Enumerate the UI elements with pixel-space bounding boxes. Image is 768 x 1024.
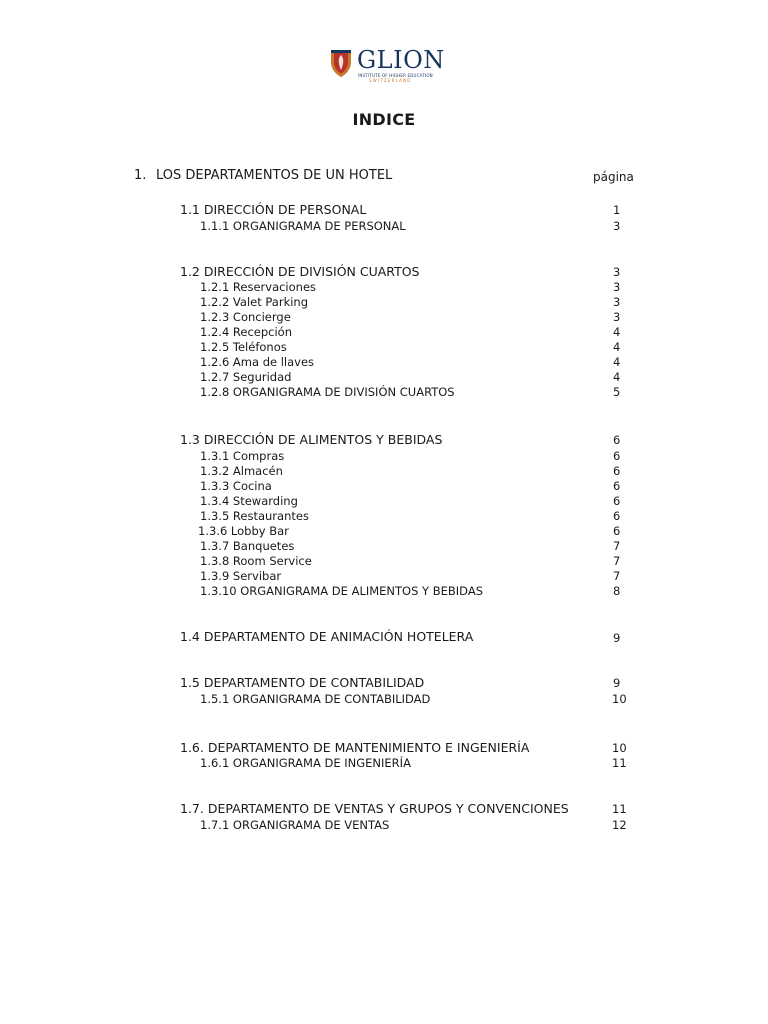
toc-page-number: 11 — [612, 802, 627, 816]
toc-page-number: 7 — [613, 539, 621, 553]
toc-page-number: 6 — [613, 433, 621, 447]
toc-entry: 1.3.5 Restaurantes — [200, 509, 309, 523]
toc-page-number: 5 — [613, 385, 621, 399]
toc-page-number: 6 — [613, 449, 621, 463]
toc-heading-label: LOS DEPARTAMENTOS DE UN HOTEL — [156, 168, 393, 183]
page-column-label: página — [593, 170, 634, 184]
toc-entry: 1.5 DEPARTAMENTO DE CONTABILIDAD — [180, 675, 425, 690]
toc-entry: 1.2.4 Recepción — [200, 325, 293, 339]
toc-page-number: 3 — [613, 265, 621, 279]
toc-page-number: 11 — [612, 756, 627, 770]
toc-page-number: 3 — [613, 295, 621, 309]
toc-page-number: 10 — [612, 692, 627, 706]
toc-entry: 1.3.8 Room Service — [200, 554, 312, 568]
toc-entry: 1.3.2 Almacén — [200, 464, 283, 478]
toc-entry: 1.3.10 ORGANIGRAMA DE ALIMENTOS Y BEBIDAS — [200, 584, 483, 598]
toc-entry: 1.4 DEPARTAMENTO DE ANIMACIÓN HOTELERA — [180, 629, 474, 644]
logo-country: SWITZERLAND — [369, 78, 412, 83]
toc-page-number: 6 — [613, 464, 621, 478]
toc-entry: 1.2.2 Valet Parking — [200, 295, 309, 309]
toc-entry: 1.2.7 Seguridad — [200, 370, 292, 384]
toc-entry: 1.3.7 Banquetes — [200, 539, 295, 553]
toc-page-number: 6 — [613, 524, 621, 538]
toc-entry: 1.1.1 ORGANIGRAMA DE PERSONAL — [200, 219, 406, 233]
toc-entry: 1.2.6 Ama de llaves — [200, 355, 315, 369]
toc-entry: 1.3.4 Stewarding — [200, 494, 298, 508]
toc-page-number: 1 — [613, 203, 621, 217]
glion-logo — [329, 46, 445, 84]
logo-wordmark: GLION — [357, 46, 445, 74]
toc-heading — [134, 168, 392, 184]
toc-page-number: 10 — [612, 741, 627, 755]
toc-entry: 1.6. DEPARTAMENTO DE MANTENIMIENTO E INGENIERÍA — [180, 740, 530, 755]
toc-page-number: 6 — [613, 479, 621, 493]
toc-entry: 1.6.1 ORGANIGRAMA DE INGENIERÍA — [200, 756, 411, 770]
toc-page-number: 9 — [613, 676, 621, 690]
toc-page-number: 7 — [613, 569, 621, 583]
toc-entry: 1.3.3 Cocina — [200, 479, 272, 493]
toc-entry: 1.3 DIRECCIÓN DE ALIMENTOS Y BEBIDAS — [180, 432, 443, 447]
toc-page-number: 7 — [613, 554, 621, 568]
toc-page-number: 6 — [613, 509, 621, 523]
toc-page-number: 4 — [613, 325, 621, 339]
toc-page-number: 3 — [613, 310, 621, 324]
page-title: INDICE — [352, 110, 416, 129]
shield-icon — [329, 48, 353, 78]
logo-tagline: INSTITUTE OF HIGHER EDUCATION — [358, 73, 433, 78]
toc-page-number: 4 — [613, 370, 621, 384]
toc-page-number: 3 — [613, 219, 621, 233]
toc-entry: 1.3.1 Compras — [200, 449, 285, 463]
toc-page-number: 6 — [613, 494, 621, 508]
toc-heading-number: 1. — [134, 168, 147, 183]
toc-entry: 1.1 DIRECCIÓN DE PERSONAL — [180, 202, 367, 217]
toc-entry: 1.2.1 Reservaciones — [200, 280, 317, 294]
toc-page-number: 12 — [612, 818, 627, 832]
toc-page-number: 3 — [613, 280, 621, 294]
toc-page-number: 9 — [613, 631, 621, 645]
toc-page-number: 8 — [613, 584, 621, 598]
toc-entry: 1.2.3 Concierge — [200, 310, 291, 324]
toc-entry: 1.2.5 Teléfonos — [200, 340, 287, 354]
toc-entry: 1.3.9 Servibar — [200, 569, 282, 583]
toc-entry: 1.5.1 ORGANIGRAMA DE CONTABILIDAD — [200, 692, 431, 706]
toc-entry: 1.7. DEPARTAMENTO DE VENTAS Y GRUPOS Y CONVENCIONES — [180, 801, 569, 816]
toc-entry: 1.2 DIRECCIÓN DE DIVISIÓN CUARTOS — [180, 264, 420, 279]
toc-entry: 1.7.1 ORGANIGRAMA DE VENTAS — [200, 818, 390, 832]
toc-entry: 1.3.6 Lobby Bar — [198, 524, 289, 538]
toc-page-number: 4 — [613, 340, 621, 354]
toc-entry: 1.2.8 ORGANIGRAMA DE DIVISIÓN CUARTOS — [200, 385, 455, 399]
toc-page-number: 4 — [613, 355, 621, 369]
